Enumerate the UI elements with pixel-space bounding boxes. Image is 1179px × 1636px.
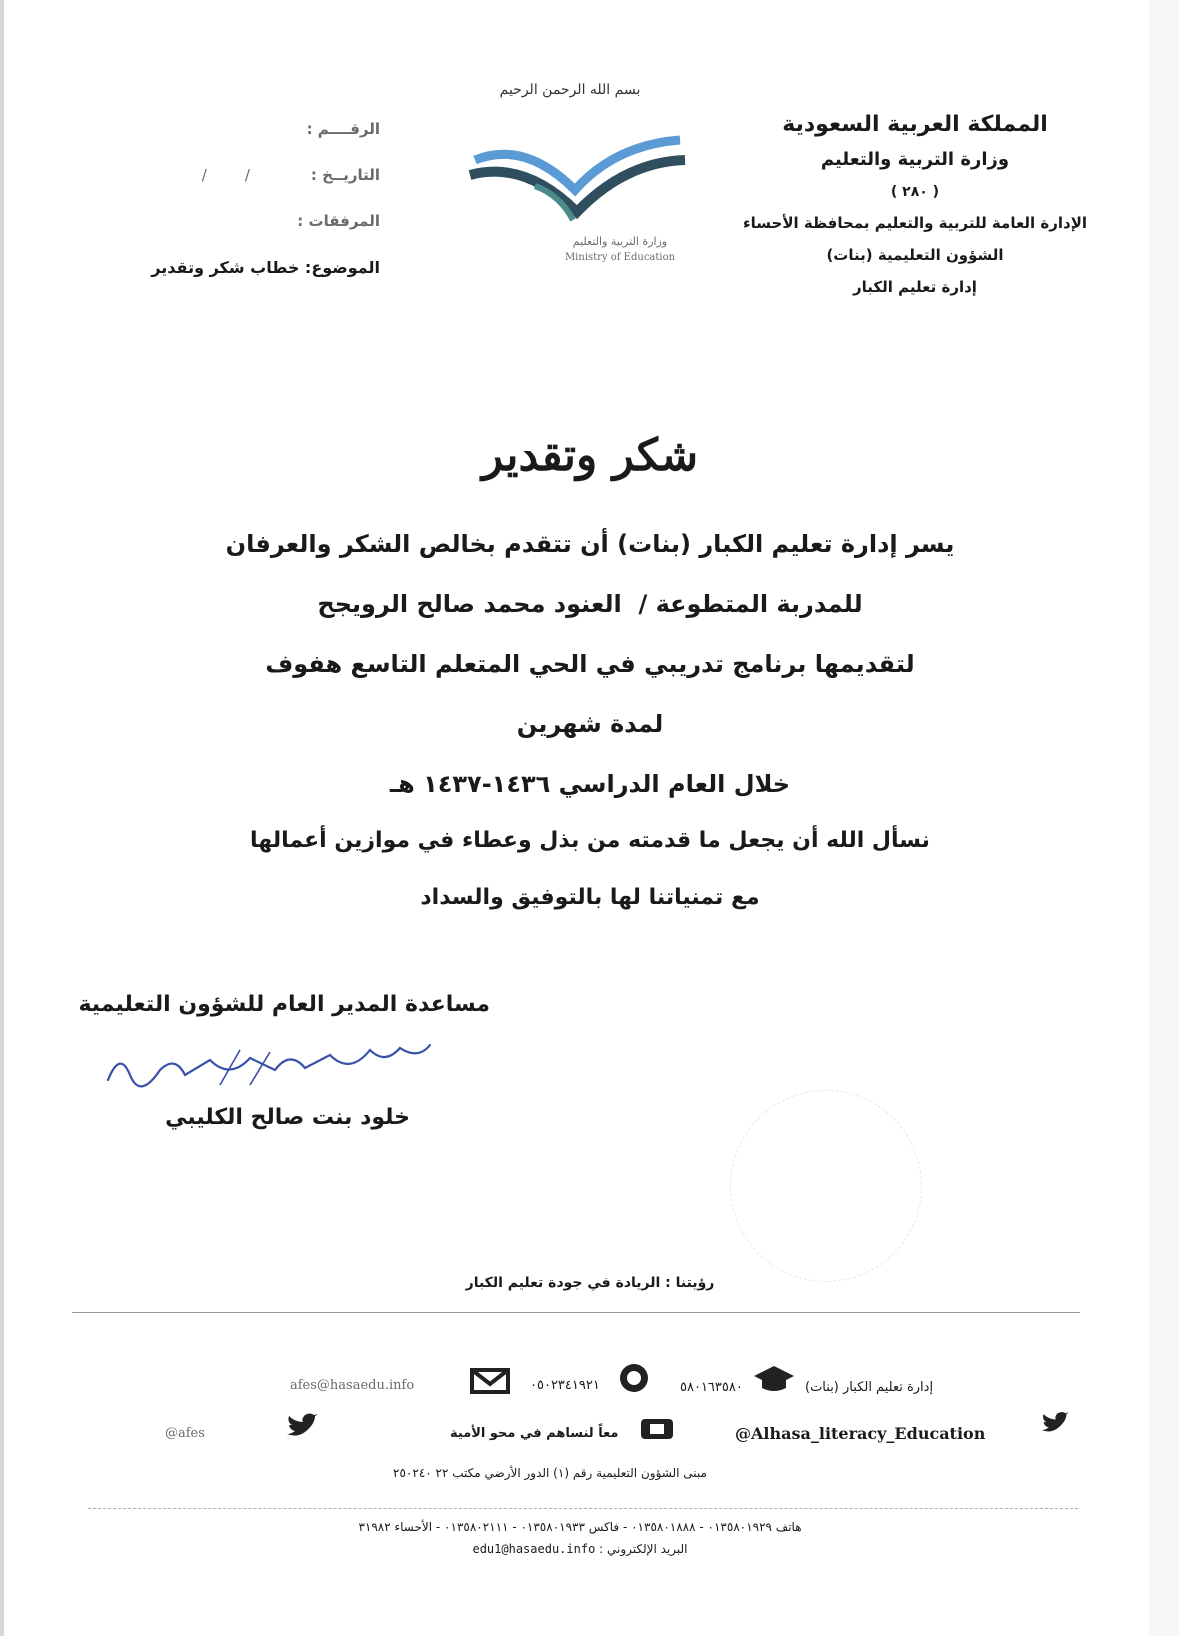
- body-line-1: يسر إدارة تعليم الكبار (بنات) أن تتقدم بخالص الشكر والعرفان: [225, 530, 955, 558]
- department-footer-label: إدارة تعليم الكبار (بنات): [805, 1380, 934, 1395]
- footer-rule-2: [88, 1508, 1078, 1509]
- logo-caption-ar: وزارة التربية والتعليم: [572, 235, 668, 248]
- fax-number: ٥٨٠١٦٣٥٨٠: [680, 1380, 743, 1395]
- ministry-name: وزارة التربية والتعليم: [820, 149, 1010, 170]
- edu-email-line: [340, 1542, 820, 1556]
- kingdom-name: المملكة العربية السعودية: [782, 112, 1048, 137]
- facebook-icon: [640, 1418, 674, 1444]
- affairs-name: الشؤون التعليمية (بنات): [826, 246, 1004, 264]
- scan-edge-left: [0, 0, 4, 1636]
- body-line-3: لتقديمها برنامج تدريبي في الحي المتعلم التاسع هفوف: [265, 650, 915, 678]
- body-line-2: للمدربة المتطوعة / العنود محمد صالح الرويجح: [317, 590, 863, 618]
- date-label: التاريــخ :: [310, 166, 380, 184]
- date-value: / /: [201, 166, 250, 184]
- body-line-6: نسأل الله أن يجعل ما قدمته من بذل وعطاء في موازين أعمالها: [250, 828, 930, 853]
- department-name: إدارة تعليم الكبار: [853, 278, 977, 296]
- subject-line: الموضوع: خطاب شكر وتقدير: [151, 258, 380, 277]
- contact-email: afes@hasaedu.info: [290, 1378, 415, 1393]
- office-address: مبنى الشؤون التعليمية رقم (١) الدور الأرضي مكتب ٢٢ ٢٥٠٢٤٠: [393, 1466, 707, 1480]
- edu-email: edu1@hasaedu.info: [472, 1542, 596, 1556]
- number-label: الرقــــم :: [306, 120, 380, 138]
- graduation-cap-icon: [752, 1364, 796, 1398]
- letter-title: شكر وتقدير: [481, 430, 699, 481]
- meta-block: [140, 120, 380, 258]
- signatory-name: خلود بنت صالح الكليبي: [165, 1105, 410, 1130]
- logo-caption-en: Ministry of Education: [564, 252, 676, 263]
- twitter-icon-2: [1040, 1410, 1070, 1440]
- edu-email-label: البريد الإلكتروني :: [599, 1542, 688, 1556]
- body-line-5: خلال العام الدراسي ١٤٣٦-١٤٣٧ هـ: [389, 770, 791, 798]
- header-right-block: [740, 112, 1090, 296]
- handwritten-signature: [100, 1030, 440, 1100]
- body-line-4: لمدة شهرين: [516, 710, 664, 738]
- office-code: ( ٢٨٠ ): [890, 184, 940, 200]
- ministry-logo-icon: [465, 120, 695, 230]
- basmala: بسم الله الرحمن الرحيم: [499, 82, 641, 98]
- scan-edge-right: [1149, 0, 1179, 1636]
- envelope-icon: [470, 1368, 510, 1398]
- signatory-position: مساعدة المدير العام للشؤون التعليمية: [78, 992, 490, 1017]
- twitter-handle: @afes: [165, 1426, 205, 1441]
- vision-slogan: رؤيتنا : الريادة في جودة تعليم الكبار: [465, 1275, 715, 1291]
- official-seal: [730, 1090, 922, 1282]
- directorate-name: الإدارة العامة للتربية والتعليم بمحافظة الأحساء: [742, 214, 1088, 232]
- literacy-handle: @Alhasa_literacy_Education: [735, 1424, 986, 1443]
- attachments-label: المرفقات :: [297, 212, 380, 230]
- contact-numbers-line: هاتف ٠١٣٥٨٠١٩٢٩ - ٠١٣٥٨٠١٨٨٨ - فاكس ٠١٣٥٨٠١٩٣٣ - ٠١٣٥٨٠٢١١١ - الأحساء ٣١٩٨٢: [358, 1520, 802, 1534]
- whatsapp-icon: [618, 1362, 650, 1398]
- footer-rule-1: [72, 1312, 1080, 1313]
- body-line-7: مع تمنياتنا لها بالتوفيق والسداد: [420, 885, 760, 910]
- contact-phone: ٠٥٠٢٣٤١٩٢١: [530, 1378, 600, 1393]
- twitter-icon: [285, 1412, 319, 1444]
- literacy-slogan: معاً لنساهم في محو الأمية: [450, 1426, 619, 1441]
